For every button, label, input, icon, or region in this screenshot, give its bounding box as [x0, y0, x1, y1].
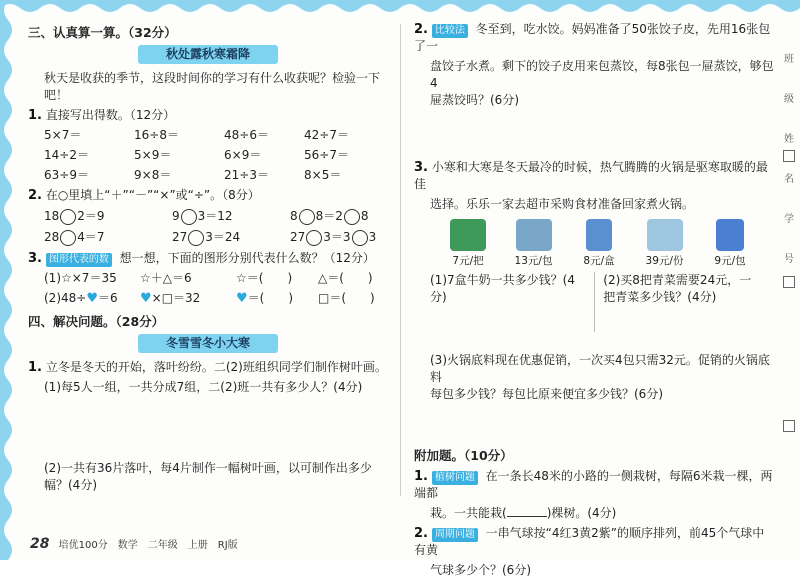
q2-item: 8 8＝2 8 [290, 209, 369, 223]
q3-row2 [44, 290, 388, 307]
extra-q2-tag: 周期问题 [432, 528, 478, 542]
operator-circle[interactable] [306, 230, 322, 246]
food-price: 9元/包 [714, 255, 746, 267]
section4-banner: 冬雪雪冬小大寒 [138, 334, 278, 353]
q3-answer[interactable]: ♥＝( ) [236, 291, 294, 306]
s4-q1-sub1: (1)每5人一组，一共分成7组，二(2)班一共有多少人？(4分) [44, 380, 363, 394]
heart-icon: ♥ [140, 291, 152, 306]
q1-number: 1. [28, 108, 42, 123]
top-wave-border [0, 0, 800, 14]
food-item [444, 219, 492, 270]
operator-circle[interactable] [188, 230, 204, 246]
r-q2-line2: 盘饺子水煮。剩下的饺子皮用来包蒸饺，每8张包一屉蒸饺，够包4 [430, 59, 774, 90]
heart-icon: ♥ [236, 291, 248, 306]
food-price: 39元/份 [645, 255, 684, 267]
q1-item[interactable]: 56÷7＝ [304, 148, 349, 162]
q2-text: 在○里填上“＋”“－”“×”或“÷”。（8分） [45, 188, 260, 202]
question-2 [28, 187, 388, 204]
q3-tag: 图形代表的数 [46, 253, 112, 267]
section3-banner: 秋处露秋寒霜降 [138, 45, 278, 64]
right-column [414, 18, 776, 579]
food-item [575, 219, 623, 270]
r-q2-number: 2. [414, 22, 428, 37]
binding-mark [783, 420, 795, 432]
operator-circle[interactable] [60, 230, 76, 246]
q2-item: 27 3＝24 [172, 230, 241, 244]
column-divider [400, 24, 401, 496]
q3-row1 [44, 270, 388, 287]
binding-mark [783, 276, 795, 288]
q3-text: 想一想，下面的图形分别代表什么数？（12分） [119, 251, 375, 265]
heart-icon: ♥ [86, 291, 98, 306]
operator-circle[interactable] [181, 209, 197, 225]
extra-question-1 [414, 468, 776, 502]
food-list [444, 219, 754, 270]
q3-answer[interactable]: ☆＝( ) [236, 271, 293, 285]
food-item [706, 219, 754, 270]
binding-margin-labels: 班 级 姓 名 学 号 [784, 54, 794, 265]
section3-intro: 秋天是收获的季节，这段时间你的学习有什么收获呢？检验一下吧！ [44, 71, 381, 102]
q1-item[interactable]: 42÷7＝ [304, 128, 349, 142]
food-item [510, 219, 558, 270]
q3-eq: ♥×□＝32 [140, 291, 201, 306]
noodle-pack-icon [516, 219, 552, 251]
q1-item[interactable]: 48÷6＝ [224, 128, 269, 142]
r-q3-subs [430, 272, 776, 332]
q3-eq: (2)48÷♥＝6 [44, 291, 118, 306]
left-wave-border [0, 0, 14, 560]
r-q3-line2: 选择。乐乐一家去超市采购食材准备回家煮火锅。 [430, 197, 695, 211]
q3-answer[interactable]: □＝( ) [318, 291, 375, 305]
q3-answer[interactable]: △＝( ) [318, 271, 373, 285]
answer-blank[interactable] [507, 516, 547, 517]
q2-item: 9 3＝12 [172, 209, 233, 223]
extra-title: 附加题。（10分） [414, 448, 513, 463]
q3-eq: (1)☆×7＝35 [44, 271, 117, 285]
q1-items [44, 127, 388, 184]
s4-q1-text: 立冬是冬天的开始，落叶纷纷。二(2)班组织同学们制作树叶画。 [45, 360, 387, 374]
operator-circle[interactable] [344, 209, 360, 225]
food-price: 13元/包 [514, 255, 553, 267]
question-3 [28, 250, 388, 267]
q2-items [44, 208, 388, 246]
operator-circle[interactable] [60, 209, 76, 225]
r-question-2 [414, 21, 776, 55]
q1-item[interactable]: 8×5＝ [304, 168, 342, 182]
extra-q2-number: 2. [414, 526, 428, 541]
operator-circle[interactable] [299, 209, 315, 225]
q3-eq: ☆＋△＝6 [140, 271, 192, 285]
r-q3-number: 3. [414, 160, 428, 175]
r-question-3 [414, 159, 776, 193]
extra-q2-line1: 一串气球按“4红3黄2紫”的顺序排列，前45个气球中有黄 [414, 526, 765, 557]
r-q2-line1: 冬至到，吃水饺。妈妈准备了50张饺子皮，先用16张包了一 [414, 22, 771, 53]
s4-q1-number: 1. [28, 360, 42, 375]
r-q3-sub2: (2)买8把青菜需要24元，一 把青菜多少钱？(4分) [603, 273, 752, 304]
binding-mark [783, 150, 795, 162]
r-q2-line3: 屉蒸饺吗？(6分) [430, 93, 519, 107]
question-1 [28, 107, 388, 124]
s4-question-1 [28, 359, 388, 376]
milk-carton-icon [586, 219, 612, 251]
r-q3-sub3b: 每包多少钱？每包比原来便宜多少钱？(6分) [430, 387, 663, 401]
food-item [641, 219, 689, 270]
q1-item[interactable]: 5×7＝ [44, 128, 82, 142]
q2-item: 27 3＝3 3 [290, 230, 377, 244]
q1-item[interactable]: 6×9＝ [224, 148, 262, 162]
extra-q1-line1: 在一条长48米的小路的一侧栽树，每隔6米栽一棵，两端都 [414, 469, 773, 500]
food-price: 8元/盒 [583, 255, 615, 267]
r-q3-sub1: (1)7盒牛奶一共多少钱？(4分) [430, 272, 595, 332]
q1-item[interactable]: 16÷8＝ [134, 128, 179, 142]
extra-q2-line2: 气球多少个？(6分) [430, 563, 531, 577]
page-number: 28 [30, 536, 50, 552]
footer-info: 培优100分 数学 二年级 上册 RJ版 [58, 540, 238, 551]
q2-number: 2. [28, 188, 42, 203]
extra-q1-line2: 栽。一共能栽( )棵树。(4分) [430, 506, 617, 520]
page-footer [30, 536, 238, 552]
section3-title: 三、认真算一算。（32分） [28, 25, 177, 40]
spinach-icon [450, 219, 486, 251]
operator-circle[interactable] [352, 230, 368, 246]
hotpot-base-icon [716, 219, 744, 251]
q3-number: 3. [28, 251, 42, 266]
q1-text: 直接写出得数。（12分） [45, 108, 176, 122]
section4-title: 四、解决问题。（28分） [28, 314, 165, 329]
s4-q1-sub2: (2)一共有36片落叶，每4片制作一幅树叶画，以可制作出多少幅？(4分) [44, 461, 372, 492]
q1-item[interactable]: 21÷3＝ [224, 168, 269, 182]
q2-item: 28 4＝7 [44, 230, 105, 244]
r-q3-sub3a: (3)火锅底料现在优惠促销，一次买4包只需32元。促销的火锅底料 [430, 353, 770, 384]
r-q3-line1: 小寒和大寒是冬天最冷的时候，热气腾腾的火锅是驱寒取暖的最佳 [414, 160, 768, 191]
q1-item[interactable]: 63÷9＝ [44, 168, 89, 182]
q1-item[interactable]: 9×8＝ [134, 168, 172, 182]
extra-question-2 [414, 525, 776, 559]
q1-item[interactable]: 14÷2＝ [44, 148, 89, 162]
r-q2-tag: 比较法 [432, 24, 468, 38]
food-price: 7元/把 [452, 255, 484, 267]
q2-item: 18 2＝9 [44, 209, 105, 223]
meat-roll-icon [647, 219, 683, 251]
extra-q1-number: 1. [414, 469, 428, 484]
left-column [28, 18, 388, 496]
q1-item[interactable]: 5×9＝ [134, 148, 172, 162]
extra-q1-tag: 植树问题 [432, 471, 478, 485]
